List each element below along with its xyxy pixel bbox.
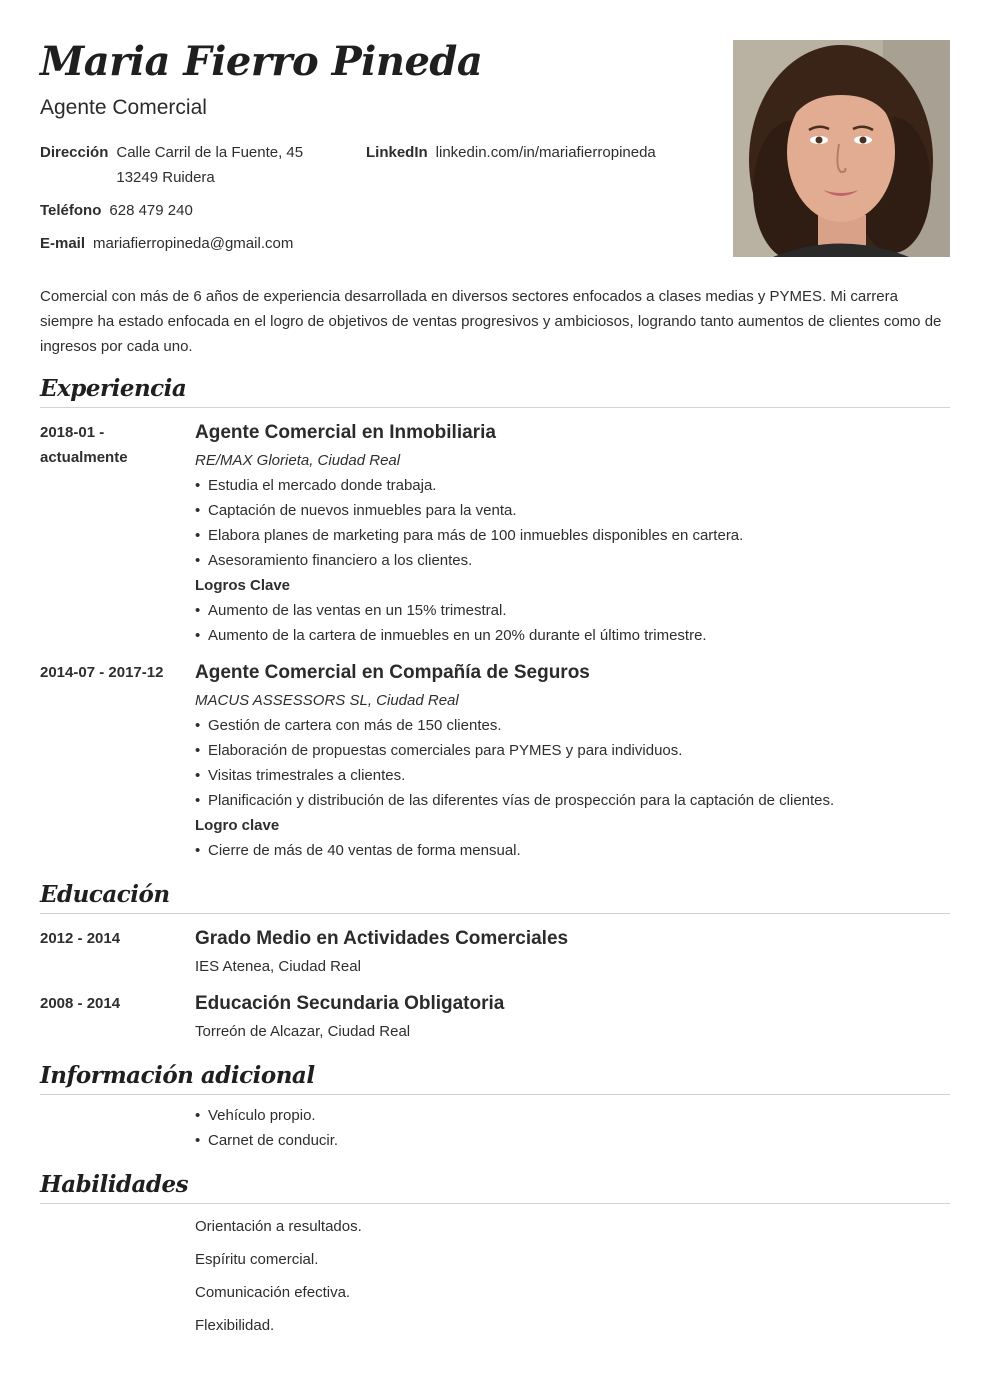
list-item: • Carnet de conducir. xyxy=(195,1132,339,1149)
experience-title: Agente Comercial en Inmobiliaria xyxy=(195,422,496,443)
experience-company: MACUS ASSESSORS SL, Ciudad Real xyxy=(195,692,459,709)
skill-item: Espíritu comercial. xyxy=(195,1251,319,1268)
experience-entry xyxy=(40,420,950,648)
linkedin-label: LinkedIn xyxy=(366,144,428,161)
education-entry xyxy=(40,926,950,979)
experience-title: Agente Comercial en Compañía de Seguros xyxy=(195,662,590,683)
skill-item: Orientación a resultados. xyxy=(195,1218,362,1235)
section-title-additional: Información adicional xyxy=(40,1060,950,1095)
list-item: • Gestión de cartera con más de 150 clientes. xyxy=(195,717,502,734)
list-item: • Elaboración de propuestas comerciales para PYMES y para individuos. xyxy=(195,742,683,759)
list-item: • Cierre de más de 40 ventas de forma mensual. xyxy=(195,842,521,859)
section-title-education: Educación xyxy=(40,879,950,914)
education-title: Educación Secundaria Obligatoria xyxy=(195,993,505,1014)
linkedin-link[interactable]: linkedin.com/in/mariafierropineda xyxy=(435,144,656,161)
section-title-skills: Habilidades xyxy=(40,1169,950,1204)
email-row xyxy=(40,231,293,256)
list-item: • Asesoramiento financiero a los clientes. xyxy=(195,552,473,569)
experience-company: RE/MAX Glorieta, Ciudad Real xyxy=(195,452,401,469)
email-link[interactable]: mariafierropineda@gmail.com xyxy=(93,235,294,252)
section-title-experience: Experiencia xyxy=(40,373,950,408)
achievements-heading: Logro clave xyxy=(195,817,280,834)
candidate-name: Maria Fierro Pineda xyxy=(40,38,483,85)
resume-page xyxy=(40,36,950,1346)
email-label: E-mail xyxy=(40,235,86,252)
experience-date: 2014-07 - 2017-12 xyxy=(40,664,164,681)
education-title: Grado Medio en Actividades Comerciales xyxy=(195,928,569,949)
achievements-heading: Logros Clave xyxy=(195,577,291,594)
list-item: • Vehículo propio. xyxy=(195,1107,316,1124)
phone-row xyxy=(40,198,193,223)
experience-date: 2018-01 - xyxy=(40,424,105,441)
linkedin-row xyxy=(366,140,656,165)
experience-date-end: actualmente xyxy=(40,449,128,466)
contact-block xyxy=(40,140,700,260)
skill-item: Comunicación efectiva. xyxy=(195,1284,351,1301)
list-item: • Aumento de la cartera de inmuebles en un 20% durante el último trimestre. xyxy=(195,627,707,644)
education-school: Torreón de Alcazar, Ciudad Real xyxy=(195,1023,411,1040)
phone-value: 628 479 240 xyxy=(109,202,193,219)
address-line2: 13249 Ruidera xyxy=(116,169,215,186)
list-item: • Planificación y distribución de las diferentes vías de prospección para la captación de clientes. xyxy=(195,792,835,809)
skills-list xyxy=(40,1214,950,1338)
education-date: 2012 - 2014 xyxy=(40,930,121,947)
phone-label: Teléfono xyxy=(40,202,102,219)
list-item: • Captación de nuevos inmuebles para la venta. xyxy=(195,502,517,519)
skill-item: Flexibilidad. xyxy=(195,1317,275,1334)
additional-list xyxy=(40,1103,950,1153)
experience-entry xyxy=(40,660,950,863)
list-item: • Estudia el mercado donde trabaja. xyxy=(195,477,437,494)
education-entry xyxy=(40,991,950,1044)
education-date: 2008 - 2014 xyxy=(40,995,121,1012)
list-item: • Aumento de las ventas en un 15% trimestral. xyxy=(195,602,507,619)
list-item: • Elabora planes de marketing para más de 100 inmuebles disponibles en cartera. xyxy=(195,527,744,544)
education-school: IES Atenea, Ciudad Real xyxy=(195,958,361,975)
address-row xyxy=(40,140,303,190)
profile-photo xyxy=(733,40,950,257)
address-line1: Calle Carril de la Fuente, 45 xyxy=(116,144,304,161)
job-title: Agente Comercial xyxy=(40,96,207,119)
list-item: • Visitas trimestrales a clientes. xyxy=(195,767,406,784)
profile-summary: Comercial con más de 6 años de experiencia desarrollada en diversos sectores enfocados a clases medias y PYMES. Mi carrera siempre ha estado enfocada en el logro de objetivos de ventas progresivos y ambiciosos, logrando tanto aumentos de clientes como de ingresos por cada uno. xyxy=(40,288,942,355)
address-label: Dirección xyxy=(40,144,109,161)
